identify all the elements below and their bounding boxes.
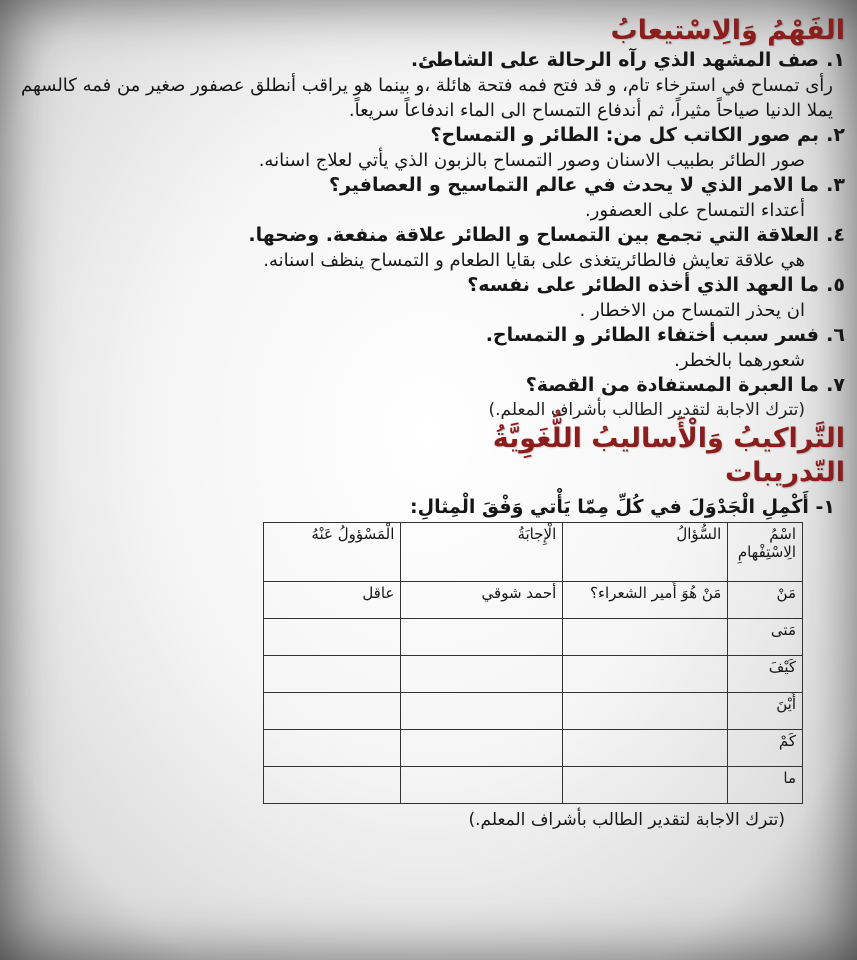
question-2: [6, 123, 845, 148]
answer-7: (تترك الاجابة لتقدير الطالب بأشراف المعلم.): [488, 400, 805, 420]
question-text: العلاقة التي تجمع بين التمساح و الطائر علاقة منفعة. وضحها.: [248, 224, 819, 246]
table-header-row: [264, 523, 803, 582]
cell-answer[interactable]: [401, 656, 563, 693]
cell-question[interactable]: [563, 693, 728, 730]
question-number: ٤.: [826, 224, 845, 246]
question-text: فسر سبب أختفاء الطائر و التمساح.: [485, 324, 819, 346]
cell-answer[interactable]: [401, 619, 563, 656]
table-row: [264, 693, 803, 730]
table-row: [264, 730, 803, 767]
table-row: [264, 582, 803, 619]
cell-question-word: مَتى: [728, 619, 803, 656]
cell-question-word: كَمْ: [728, 730, 803, 767]
cell-question-word: مَنْ: [728, 582, 803, 619]
answer-3: أعتداء التمساح على العصفور.: [584, 200, 805, 221]
table-row: [264, 656, 803, 693]
cell-asked-about[interactable]: [264, 730, 401, 767]
header-question-word: اسْمُ الِاسْتِفْهامِ: [728, 523, 803, 582]
exercise-note: (تترك الاجابة لتقدير الطالب بأشراف المعلم.): [468, 810, 785, 830]
question-text: صف المشهد الذي رآه الرحالة على الشاطئ.: [410, 49, 819, 71]
cell-question[interactable]: [563, 730, 728, 767]
question-4: [6, 223, 845, 248]
question-words-table: [263, 522, 803, 804]
exercise-instruction: ١- أَكْمِلِ الْجَدْوَلَ في كُلِّ مِمّا يَأْتي وَفْقَ الْمِثالِ:: [410, 496, 835, 518]
cell-asked-about[interactable]: [264, 693, 401, 730]
cell-question: مَنْ هُوَ أَمير الشعراء؟: [563, 582, 728, 619]
answer-2: صور الطائر بطبيب الاسنان وصور التمساح بالزبون الذي يأتي لعلاج اسنانه.: [258, 150, 805, 171]
question-7: [6, 373, 845, 398]
cell-asked-about[interactable]: [264, 619, 401, 656]
cell-asked-about: عاقل: [264, 582, 401, 619]
answer-1: رأى تمساح في استرخاء تام، و قد فتح فمه فتحة هائلة ،و بينما هو يراقب أنطلق عصفور صغير من فمه كالسهم يملا الدنيا صياحاً مثيراً، ثم أندفاع التمساح الى الماء اندفاعاً سريعاً.: [20, 75, 833, 121]
table-row: [264, 619, 803, 656]
cell-answer[interactable]: [401, 767, 563, 804]
cell-question-word: أَيْنَ: [728, 693, 803, 730]
question-number: ٢.: [826, 124, 845, 146]
header-question: السُّؤالُ: [563, 523, 728, 582]
question-5: [6, 273, 845, 298]
cell-asked-about[interactable]: [264, 767, 401, 804]
cell-question[interactable]: [563, 767, 728, 804]
question-number: ٥.: [826, 274, 845, 296]
cell-asked-about[interactable]: [264, 656, 401, 693]
cell-question-word: كَيْفَ: [728, 656, 803, 693]
cell-question[interactable]: [563, 619, 728, 656]
question-text: بم صور الكاتب كل من: الطائر و التمساح؟: [430, 124, 819, 146]
question-text: ما الامر الذي لا يحدث في عالم التماسيح و العصافير؟: [328, 174, 819, 196]
question-number: ٧.: [826, 374, 845, 396]
answer-5: ان يحذر التمساح من الاخطار .: [579, 300, 805, 321]
cell-question-word: ما: [728, 767, 803, 804]
header-answer: الْإِجابَةُ: [401, 523, 563, 582]
question-number: ٣.: [826, 174, 845, 196]
worksheet-content: [6, 14, 845, 832]
cell-question[interactable]: [563, 656, 728, 693]
question-text: ما العبرة المستفادة من القصة؟: [525, 374, 819, 396]
question-1: [6, 48, 845, 73]
section-title-exercises: التّدريبات: [725, 457, 845, 488]
cell-answer: أحمد شوقي: [401, 582, 563, 619]
header-asked-about: الْمَسْؤولُ عَنْهُ: [264, 523, 401, 582]
answer-6: شعورهما بالخطر.: [674, 350, 805, 371]
cell-answer[interactable]: [401, 730, 563, 767]
question-number: ٦.: [826, 324, 845, 346]
question-text: ما العهد الذي أخذه الطائر على نفسه؟: [467, 274, 819, 296]
section-title-structures: التَّراكيبُ وَالْأَساليبُ اللُّغَوِيَّةُ: [492, 423, 845, 454]
cell-answer[interactable]: [401, 693, 563, 730]
answer-4: هي علاقة تعايش فالطائريتغذى على بقايا الطعام و التمساح ينظف اسنانه.: [263, 250, 805, 271]
question-number: ١.: [826, 49, 845, 71]
section-title-comprehension: الفَهْمُ وَالِاسْتيعابُ: [610, 15, 845, 46]
question-3: [6, 173, 845, 198]
table-row: [264, 767, 803, 804]
question-6: [6, 323, 845, 348]
